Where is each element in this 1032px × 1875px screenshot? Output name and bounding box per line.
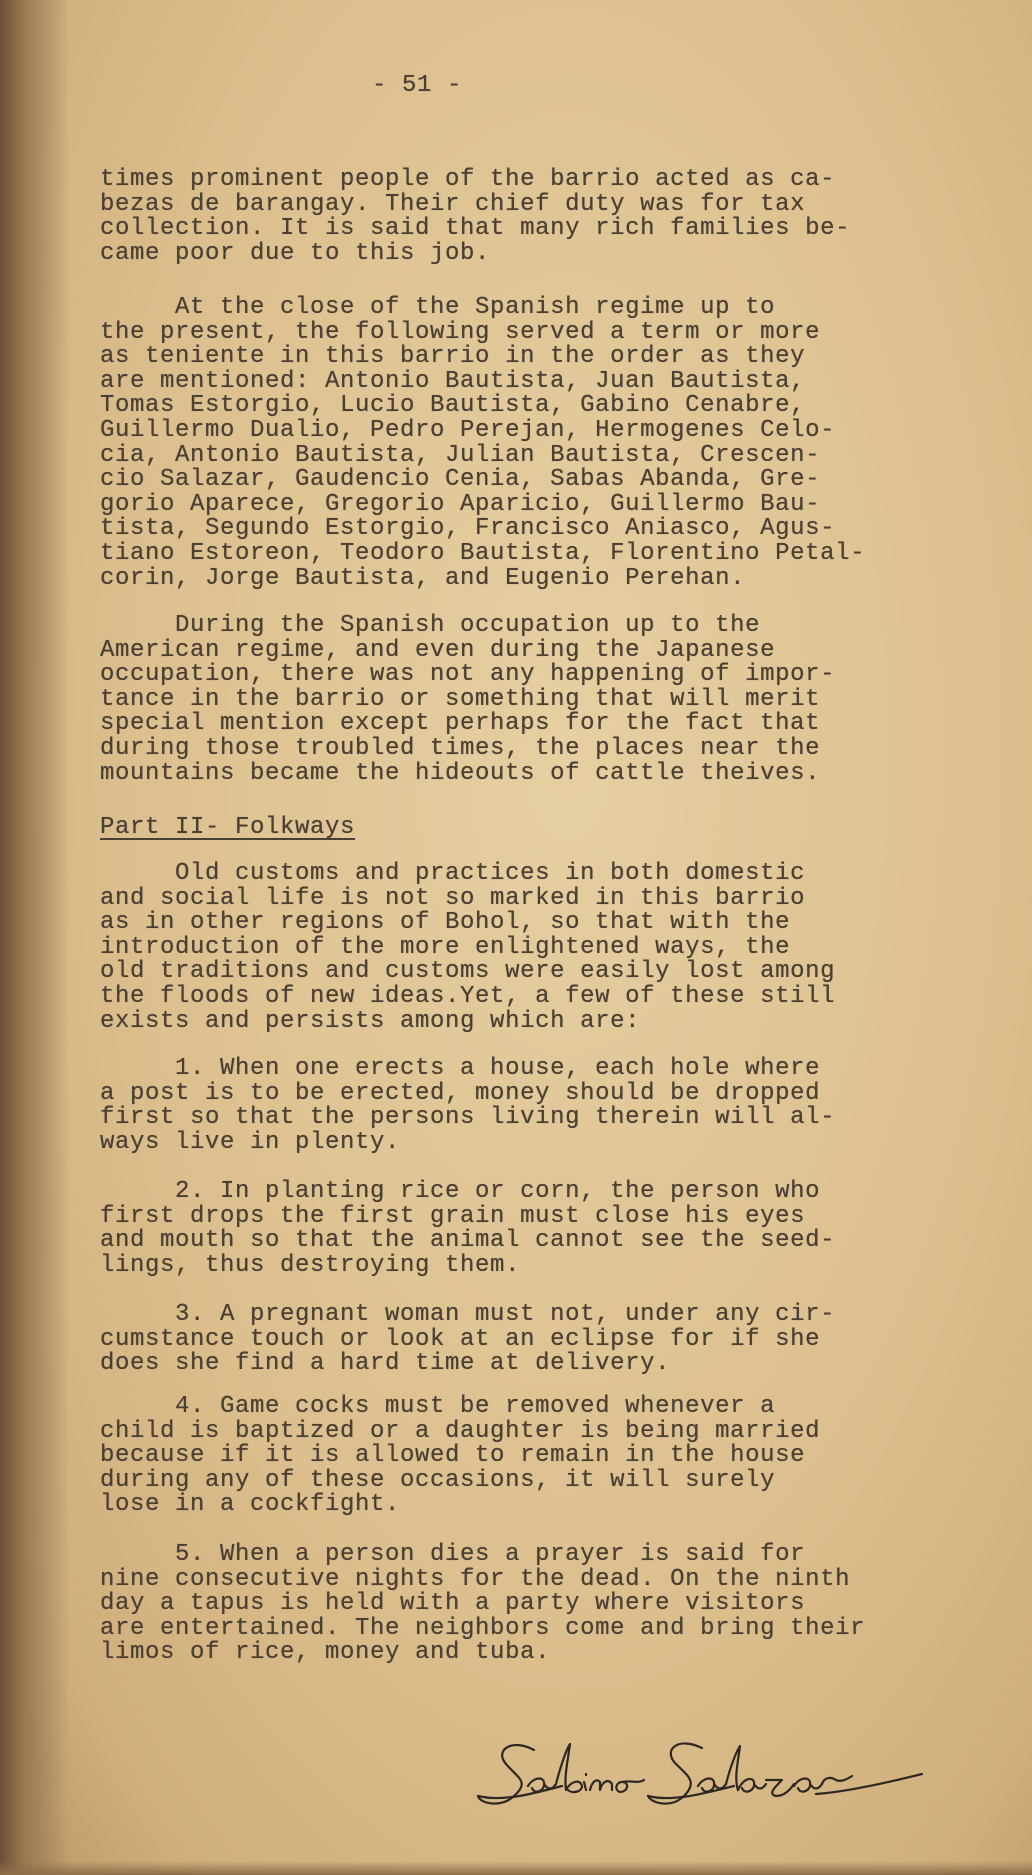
paragraph-occupation: During the Spanish occupation up to the American regime, and even during the Japanese occupation, there was not any happening of impor- tance in the barrio or something that will merit special mention except perhaps for the fact that during those troubled times, the places near the mountains became the hideouts of cattle theives. xyxy=(100,612,836,787)
list-item: 3. A pregnant woman must not, under any cir- cumstance touch or look at an eclipse for if she does she find a hard time at delivery. xyxy=(100,1301,836,1378)
signature xyxy=(472,1720,972,1820)
page-edge xyxy=(0,1861,1032,1875)
section-heading: Part II- Folkways xyxy=(100,814,356,841)
list-item: 5. When a person dies a prayer is said for nine consecutive nights for the dead. On the ninth day a tapus is held with a party where visitors are entertained. The neighbors come and bring their limos of rice, money and tuba. xyxy=(100,1541,866,1667)
list-item: 2. In planting rice or corn, the person who first drops the first grain must close his eyes and mouth so that the animal cannot see the seed- lings, thus destroying them. xyxy=(100,1178,836,1279)
list-item: 1. When one erects a house, each hole where a post is to be erected, money should be dropped first so that the persons living therein will al- ways live in plenty. xyxy=(100,1055,836,1156)
page-number: - 51 - xyxy=(372,72,463,99)
binding-shadow xyxy=(0,0,70,1875)
paragraph-cabezas: times prominent people of the barrio acted as ca- bezas de barangay. Their chief duty was for tax collection. It is said that many rich families be- came poor due to this job. xyxy=(100,166,851,267)
paragraph-folkways-intro: Old customs and practices in both domestic and social life is not so marked in this barrio as in other regions of Bohol, so that with the introduction of the more enlightened ways, the old traditions and customs were easily lost among the floods of new ideas.Yet, a few of these still exists and persists among which are: xyxy=(100,860,836,1035)
list-item: 4. Game cocks must be removed whenever a child is baptized or a daughter is being married because if it is allowed to remain in the house during any of these occasions, it will surely lose in a cockfight. xyxy=(100,1393,821,1519)
paragraph-tenientes: At the close of the Spanish regime up to the present, the following served a term or more as teniente in this barrio in the order as they are mentioned: Antonio Bautista, Juan Bautista, Tomas Estorgio, Lucio Bautista, Gabino Cenabre, Guillermo Dualio, Pedro Perejan, Hermogenes Celo- cia, Antonio Bautista, Julian Bautista, Crescen- cio Salazar, Gaudencio Cenia, Sabas Abanda, Gre- gorio Aparece, Gregorio Aparicio, Guillermo Bau- tista, Segundo Estorgio, Francisco Aniasco, Agus- tiano Estoreon, Teodoro Bautista, Florentino Petal- corin, Jorge Bautista, and Eugenio Perehan. xyxy=(100,294,866,592)
